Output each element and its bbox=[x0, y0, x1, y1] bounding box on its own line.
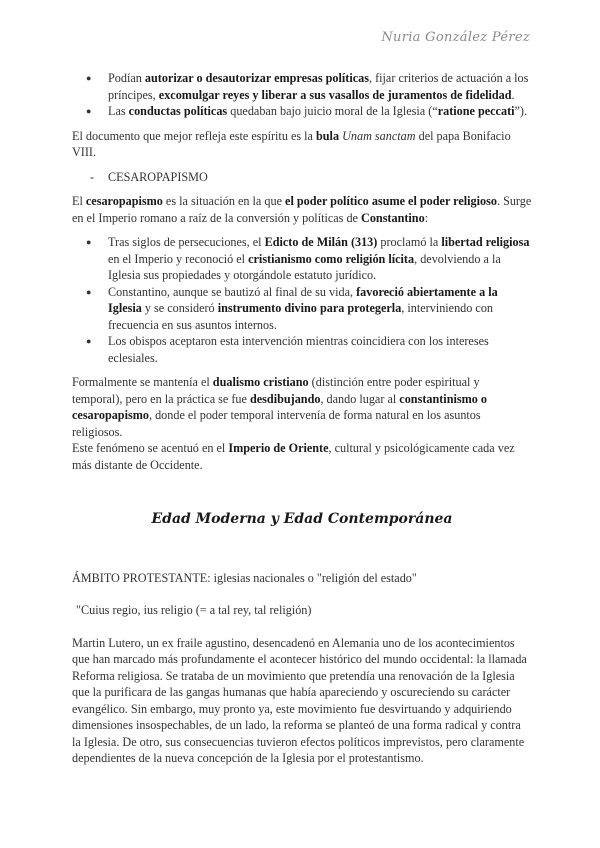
heading-cesaropapismo: - CESAROPAPISMO bbox=[72, 169, 532, 186]
paragraph-ambito-protestante: ÁMBITO PROTESTANTE: iglesias nacionales o "religión del estado" bbox=[72, 570, 417, 585]
list-item: ● Tras siglos de persecuciones, el Edicto de Milán (313) proclamó la libertad religiosa en el Imperio y reconoció el cristianismo como religión lícita, devolviendo a la Iglesia sus propiedades y otorgándole estatuto jurídico. bbox=[86, 234, 532, 284]
list-item: ● Constantino, aunque se bautizó al final de su vida, favoreció abiertamente a la Iglesia y se consideró instrumento divino para protegerla, interviniendo con frecuencia en sus asuntos internos. bbox=[86, 284, 532, 334]
paragraph-lutero: Martin Lutero, un ex fraile agustino, desencadenó en Alemania uno de los acontecimientos que han marcado más profundamente el acontecer histórico del mundo occidental: la llamada Reforma religiosa. Se trataba de un movimiento que pretendía una renovación de la Iglesia que la purificara de las gangas humanas que había apareciendo y oscureciendo su carácter evangélico. Sin embargo, muy pronto ya, este movimiento fue desvirtuando y adquiriendo dimensiones insospechables, de un lado, la reforma se planteó de una forma radical y contra la Iglesia. De otro, sus consecuencias tuvieron efectos políticos imprevistos, pero claramente dependientes de la nueva concepción de la Iglesia por el protestantismo. bbox=[72, 635, 527, 765]
bullet-list-papal-powers bbox=[72, 70, 532, 120]
header-author: Nuria González Pérez bbox=[381, 30, 530, 45]
paragraph-cuius-regio: "Cuius regio, ius religio (= a tal rey, tal religión) bbox=[76, 603, 312, 617]
page-content bbox=[72, 70, 532, 767]
list-item: ● Los obispos aceptaron esta intervención mientras coincidiera con los intereses eclesiales. bbox=[86, 333, 532, 366]
section-title: Edad Moderna y Edad Contemporánea bbox=[151, 511, 453, 527]
paragraph-bula: El documento que mejor refleja este espíritu es la bula Unam sanctam del papa Bonifacio VIII. bbox=[72, 128, 511, 159]
bullet-list-constantino bbox=[72, 234, 532, 366]
paragraph-dualismo: Formalmente se mantenía el dualismo cristiano (distinción entre poder espiritual y temporal), pero en la práctica se fue desdibujando, dando lugar al constantinismo o cesaropapismo, donde el poder temporal intervenía de forma natural en los asuntos religiosos. bbox=[72, 375, 487, 439]
list-item: ● Las conductas políticas quedaban bajo juicio moral de la Iglesia (“ratione peccati”). bbox=[86, 103, 532, 120]
list-item: ● Podían autorizar o desautorizar empresas políticas, fijar criterios de actuación a los príncipes, excomulgar reyes y liberar a sus vasallos de juramentos de fidelidad. bbox=[86, 70, 532, 103]
paragraph-cesaropapismo: El cesaropapismo es la situación en la que el poder político asume el poder religioso. Surge en el Imperio romano a raíz de la conversión y políticas de Constantino: bbox=[72, 194, 532, 225]
paragraph-oriente: Este fenómeno se acentuó en el Imperio de Oriente, cultural y psicológicamente cada vez más distante de Occidente. bbox=[72, 441, 515, 472]
